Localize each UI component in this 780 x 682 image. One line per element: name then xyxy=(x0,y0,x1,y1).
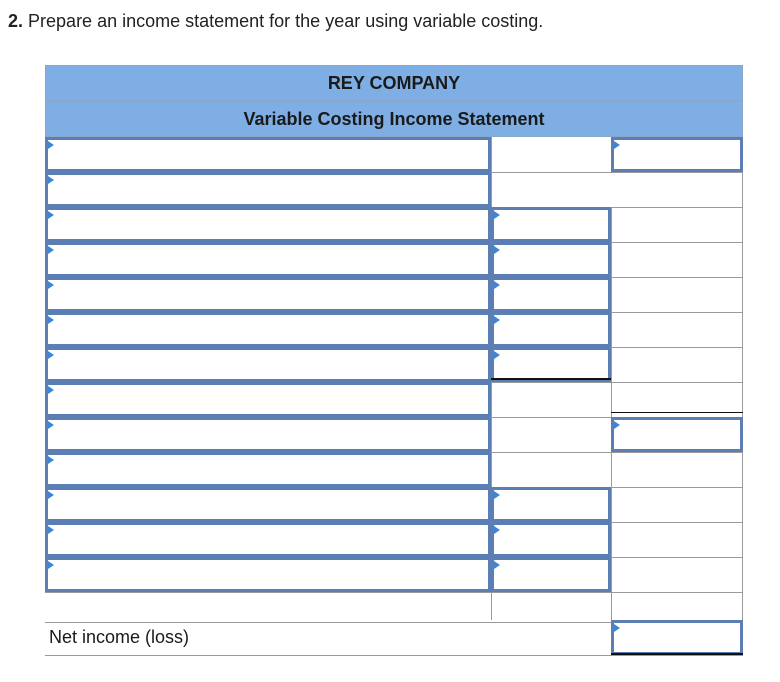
input-marker-icon xyxy=(494,561,500,569)
input-marker-icon xyxy=(48,561,54,569)
table-row xyxy=(45,417,743,453)
amount-input[interactable] xyxy=(491,312,611,347)
line-item-label-input[interactable] xyxy=(45,242,491,277)
table-row xyxy=(45,207,743,243)
net-income-input[interactable] xyxy=(611,620,743,655)
line-item-label-input[interactable] xyxy=(45,382,491,417)
empty-cell xyxy=(491,137,611,172)
amount-input[interactable] xyxy=(611,417,743,452)
instruction-text xyxy=(8,11,543,32)
input-marker-icon xyxy=(614,421,620,429)
input-marker-icon xyxy=(494,211,500,219)
input-marker-icon xyxy=(494,526,500,534)
line-item-label-input[interactable] xyxy=(45,172,491,207)
amount-input[interactable] xyxy=(611,137,743,172)
table-row xyxy=(45,277,743,313)
table-row xyxy=(45,487,743,523)
question-number: 2. xyxy=(8,11,24,31)
input-marker-icon xyxy=(48,351,54,359)
amount-input[interactable] xyxy=(491,277,611,312)
input-marker-icon xyxy=(48,281,54,289)
amount-input[interactable] xyxy=(491,242,611,277)
input-marker-icon xyxy=(494,351,500,359)
input-marker-icon xyxy=(48,491,54,499)
income-statement-table xyxy=(45,65,743,655)
company-name: REY COMPANY xyxy=(45,65,743,101)
line-item-label-input[interactable] xyxy=(45,137,491,172)
table-row xyxy=(45,137,743,173)
line-item-label-input[interactable] xyxy=(45,522,491,557)
input-marker-icon xyxy=(48,456,54,464)
input-marker-icon xyxy=(48,176,54,184)
input-marker-icon xyxy=(48,316,54,324)
table-row xyxy=(45,452,743,488)
table-row xyxy=(45,347,743,383)
table-row xyxy=(45,312,743,348)
amount-input[interactable] xyxy=(491,347,611,382)
net-income-label: Net income (loss) xyxy=(49,627,190,647)
question-text: Prepare an income statement for the year using variable costing. xyxy=(28,11,544,31)
input-marker-icon xyxy=(48,526,54,534)
input-marker-icon xyxy=(48,246,54,254)
input-marker-icon xyxy=(494,281,500,289)
table-row xyxy=(45,522,743,558)
line-item-label-input[interactable] xyxy=(45,277,491,312)
line-item-label-input[interactable] xyxy=(45,417,491,452)
input-marker-icon xyxy=(48,211,54,219)
net-income-row xyxy=(45,620,743,656)
line-item-label-input[interactable] xyxy=(45,487,491,522)
input-marker-icon xyxy=(614,624,620,632)
input-marker-icon xyxy=(494,316,500,324)
total-rule xyxy=(611,412,743,413)
total-rule xyxy=(491,378,611,380)
input-marker-icon xyxy=(614,141,620,149)
statement-title: Variable Costing Income Statement xyxy=(45,101,743,137)
table-row xyxy=(45,242,743,278)
line-item-label-input[interactable] xyxy=(45,347,491,382)
amount-input[interactable] xyxy=(491,487,611,522)
amount-input[interactable] xyxy=(491,522,611,557)
input-marker-icon xyxy=(48,386,54,394)
table-row xyxy=(45,172,743,208)
input-marker-icon xyxy=(494,246,500,254)
table-row xyxy=(45,587,743,623)
input-marker-icon xyxy=(494,491,500,499)
line-item-label-input[interactable] xyxy=(45,312,491,347)
line-item-label-input[interactable] xyxy=(45,452,491,487)
input-marker-icon xyxy=(48,421,54,429)
double-total-rule xyxy=(611,653,743,655)
line-item-label-input[interactable] xyxy=(45,207,491,242)
amount-input[interactable] xyxy=(491,207,611,242)
input-marker-icon xyxy=(48,141,54,149)
